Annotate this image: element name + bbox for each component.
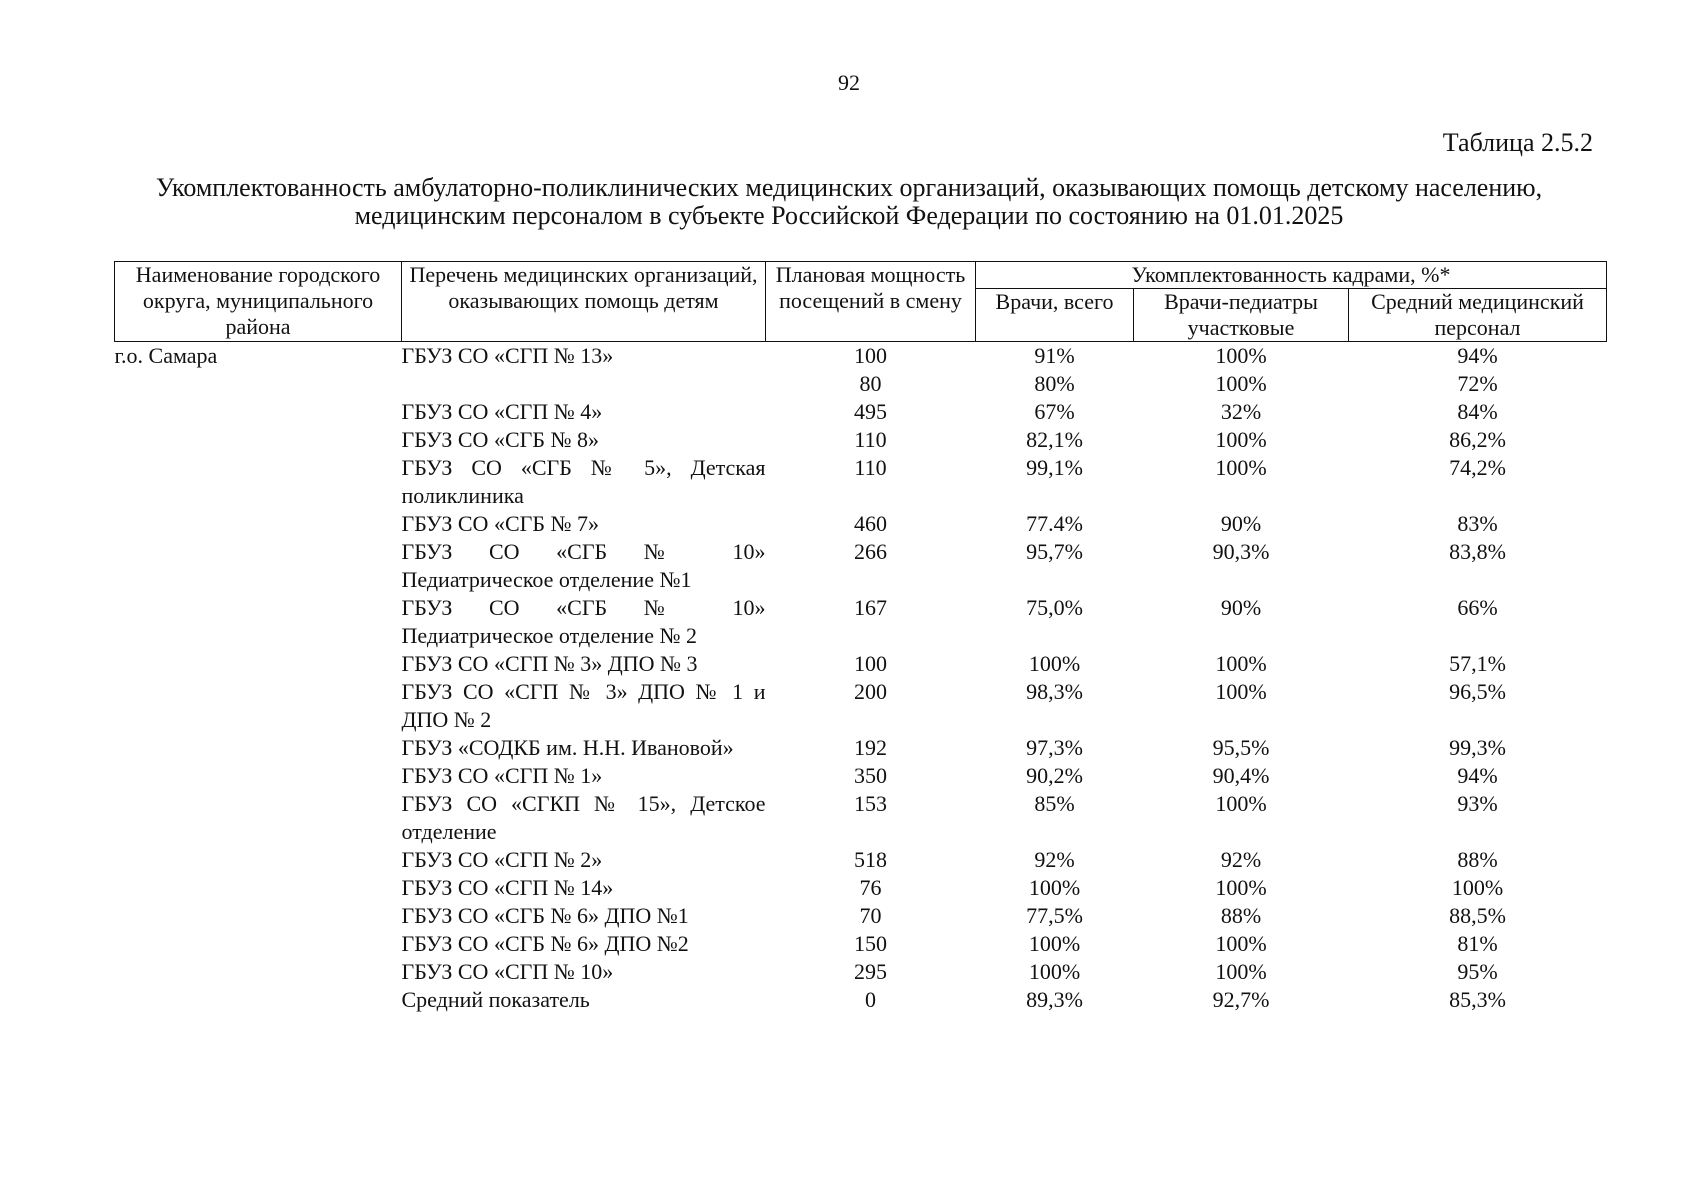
header-organizations: Перечень медицинских организаций, оказывающих помощь детям xyxy=(402,262,766,342)
pediatricians-cell: 90,3% xyxy=(1212,539,1270,564)
header-district: Наименование городского округа, муниципального района xyxy=(115,262,402,342)
capacity-cell: 192 xyxy=(854,735,887,760)
pediatricians-cell: 90,4% xyxy=(1212,763,1270,788)
doctors-cell: 91% xyxy=(1034,343,1075,368)
organization-cell: ГБУЗ СО «СГП № 10» xyxy=(401,959,614,984)
nurses-cell: 72% xyxy=(1457,371,1498,396)
pediatricians-cell: 100% xyxy=(1215,679,1267,704)
table-title: Укомплектованность амбулаторно-поликлинических медицинских организаций, оказывающих помощь детскому населению, медицинским персоналом в субъекте Российской Федерации по состоянию на 01.01.2025 xyxy=(155,173,1543,230)
district-cell xyxy=(115,650,402,678)
capacity-cell: 200 xyxy=(854,679,887,704)
nurses-cell: 86,2% xyxy=(1449,427,1506,452)
organization-cell: ГБУЗ СО «СГБ № 6» ДПО №2 xyxy=(401,931,689,956)
table-header xyxy=(115,262,1607,342)
page-number: 92 xyxy=(838,70,860,95)
capacity-cell: 100 xyxy=(854,343,887,368)
nurses-cell: 95% xyxy=(1457,959,1498,984)
capacity-cell: 167 xyxy=(854,595,887,620)
pediatricians-cell: 95,5% xyxy=(1212,735,1270,760)
table-row xyxy=(115,454,1607,510)
nurses-cell: 74,2% xyxy=(1449,455,1506,480)
table-row xyxy=(115,594,1607,650)
table-row xyxy=(115,678,1607,734)
pediatricians-cell: 100% xyxy=(1215,651,1267,676)
doctors-cell: 80% xyxy=(1034,371,1075,396)
table-row xyxy=(115,734,1607,762)
organization-cell: ГБУЗ СО «СГП № 14» xyxy=(401,875,614,900)
nurses-cell: 100% xyxy=(1451,875,1504,900)
pediatricians-cell: 100% xyxy=(1215,343,1267,368)
organization-cell: ГБУЗ СО «СГП № 3» ДПО № 3 xyxy=(401,651,698,676)
nurses-cell: 93% xyxy=(1457,791,1498,816)
pediatricians-cell: 88% xyxy=(1220,903,1262,928)
header-nurses: Средний медицинский персонал xyxy=(1349,289,1607,342)
organization-cell: ГБУЗ СО «СГП № 13» xyxy=(401,343,614,368)
district-cell xyxy=(115,986,402,1014)
table-row xyxy=(115,930,1607,958)
district-cell xyxy=(115,594,402,650)
district-cell xyxy=(115,874,402,902)
doctors-cell: 77,5% xyxy=(1026,903,1083,928)
table-row xyxy=(115,398,1607,426)
nurses-cell: 84% xyxy=(1457,399,1498,424)
pediatricians-cell: 92% xyxy=(1220,847,1262,872)
pediatricians-cell: 100% xyxy=(1215,959,1267,984)
nurses-cell: 96,5% xyxy=(1449,679,1506,704)
table-row xyxy=(115,538,1607,594)
nurses-cell: 57,1% xyxy=(1449,651,1506,676)
nurses-cell: 66% xyxy=(1457,595,1498,620)
organization-cell: ГБУЗ СО «СГБ № 10» Педиатрическое отделение №1 xyxy=(401,539,766,592)
district-cell xyxy=(115,958,402,986)
district-cell xyxy=(115,510,402,538)
capacity-cell: 350 xyxy=(854,763,887,788)
staffing-table xyxy=(114,261,1607,1014)
doctors-cell: 82,1% xyxy=(1026,427,1083,452)
capacity-cell: 110 xyxy=(854,427,887,452)
pediatricians-cell: 92,7% xyxy=(1212,987,1270,1012)
table-row xyxy=(115,762,1607,790)
nurses-cell: 94% xyxy=(1457,763,1498,788)
district-cell xyxy=(115,930,402,958)
district-cell xyxy=(115,762,402,790)
district-cell xyxy=(115,678,402,734)
district-cell xyxy=(115,846,402,874)
capacity-cell: 76 xyxy=(859,875,882,900)
organization-cell: ГБУЗ СО «СГБ № 6» ДПО №1 xyxy=(401,903,689,928)
district-cell xyxy=(115,370,402,398)
organization-cell: ГБУЗ СО «СГП № 1» xyxy=(401,763,603,788)
doctors-cell: 98,3% xyxy=(1026,679,1083,704)
organization-cell: ГБУЗ СО «СГБ № 7» xyxy=(401,511,599,536)
capacity-cell: 460 xyxy=(854,511,887,536)
capacity-cell: 0 xyxy=(865,987,876,1012)
capacity-cell: 518 xyxy=(854,847,887,872)
capacity-cell: 80 xyxy=(859,371,882,396)
organization-cell: ГБУЗ СО «СГБ № 10» Педиатрическое отделение № 2 xyxy=(401,595,766,648)
doctors-cell: 77.4% xyxy=(1026,511,1083,536)
table-row xyxy=(115,958,1607,986)
nurses-cell: 83,8% xyxy=(1449,539,1506,564)
doctors-cell: 100% xyxy=(1028,959,1081,984)
nurses-cell: 88% xyxy=(1457,847,1498,872)
nurses-cell: 99,3% xyxy=(1449,735,1506,760)
capacity-cell: 495 xyxy=(854,399,887,424)
pediatricians-cell: 100% xyxy=(1215,931,1267,956)
organization-cell: ГБУЗ СО «СГП № 4» xyxy=(401,399,603,424)
doctors-cell: 89,3% xyxy=(1026,987,1083,1012)
capacity-cell: 295 xyxy=(854,959,887,984)
table-row xyxy=(115,874,1607,902)
header-pediatricians: Врачи-педиатры участковые xyxy=(1134,289,1349,342)
pediatricians-cell: 100% xyxy=(1215,875,1267,900)
pediatricians-cell: 100% xyxy=(1215,371,1267,396)
pediatricians-cell: 90% xyxy=(1220,511,1262,536)
pediatricians-cell: 100% xyxy=(1215,427,1267,452)
table-label: Таблица 2.5.2 xyxy=(1442,128,1593,157)
table-row xyxy=(115,902,1607,930)
district-cell: г.о. Самара xyxy=(114,343,218,368)
doctors-cell: 95,7% xyxy=(1026,539,1083,564)
organization-cell: ГБУЗ СО «СГП № 3» ДПО № 1 и ДПО № 2 xyxy=(401,679,766,732)
doctors-cell: 92% xyxy=(1034,847,1075,872)
header-staffing: Укомплектованность кадрами, %* xyxy=(976,262,1607,289)
pediatricians-cell: 90% xyxy=(1220,595,1262,620)
table-row xyxy=(115,650,1607,678)
nurses-cell: 85,3% xyxy=(1449,987,1506,1012)
table-row xyxy=(115,426,1607,454)
district-cell xyxy=(115,398,402,426)
district-cell xyxy=(115,426,402,454)
organization-cell: ГБУЗ СО «СГБ № 5», Детская поликлиника xyxy=(401,455,766,508)
district-cell xyxy=(115,790,402,846)
district-cell xyxy=(115,454,402,510)
doctors-cell: 97,3% xyxy=(1026,735,1083,760)
table-row xyxy=(115,986,1607,1014)
organization-cell: ГБУЗ СО «СГБ № 8» xyxy=(401,427,599,452)
capacity-cell: 70 xyxy=(859,903,882,928)
capacity-cell: 266 xyxy=(854,539,887,564)
header-capacity: Плановая мощность посещений в смену xyxy=(766,262,976,342)
organization-cell xyxy=(402,370,766,398)
header-doctors: Врачи, всего xyxy=(976,289,1134,342)
organization-cell: Средний показатель xyxy=(401,987,590,1012)
table-row xyxy=(115,342,1607,371)
doctors-cell: 90,2% xyxy=(1026,763,1083,788)
table-row xyxy=(115,846,1607,874)
organization-cell: ГБУЗ СО «СГКП № 15», Детское отделение xyxy=(401,791,766,844)
pediatricians-cell: 100% xyxy=(1215,791,1267,816)
district-cell xyxy=(115,538,402,594)
nurses-cell: 88,5% xyxy=(1449,903,1506,928)
table-row xyxy=(115,790,1607,846)
doctors-cell: 67% xyxy=(1034,399,1075,424)
organization-cell: ГБУЗ СО «СГП № 2» xyxy=(401,847,603,872)
nurses-cell: 94% xyxy=(1457,343,1498,368)
district-cell xyxy=(115,902,402,930)
doctors-cell: 100% xyxy=(1028,875,1081,900)
pediatricians-cell: 100% xyxy=(1215,455,1267,480)
doctors-cell: 99,1% xyxy=(1026,455,1083,480)
nurses-cell: 83% xyxy=(1457,511,1498,536)
doctors-cell: 100% xyxy=(1028,931,1081,956)
capacity-cell: 153 xyxy=(854,791,887,816)
capacity-cell: 110 xyxy=(854,455,887,480)
capacity-cell: 150 xyxy=(854,931,887,956)
doctors-cell: 100% xyxy=(1028,651,1081,676)
organization-cell: ГБУЗ «СОДКБ им. Н.Н. Ивановой» xyxy=(401,735,734,760)
nurses-cell: 81% xyxy=(1457,931,1498,956)
doctors-cell: 85% xyxy=(1034,791,1075,816)
table-row xyxy=(115,510,1607,538)
doctors-cell: 75,0% xyxy=(1026,595,1083,620)
capacity-cell: 100 xyxy=(854,651,887,676)
table-body xyxy=(115,342,1607,1015)
pediatricians-cell: 32% xyxy=(1220,399,1262,424)
district-cell xyxy=(115,734,402,762)
table-row xyxy=(115,370,1607,398)
